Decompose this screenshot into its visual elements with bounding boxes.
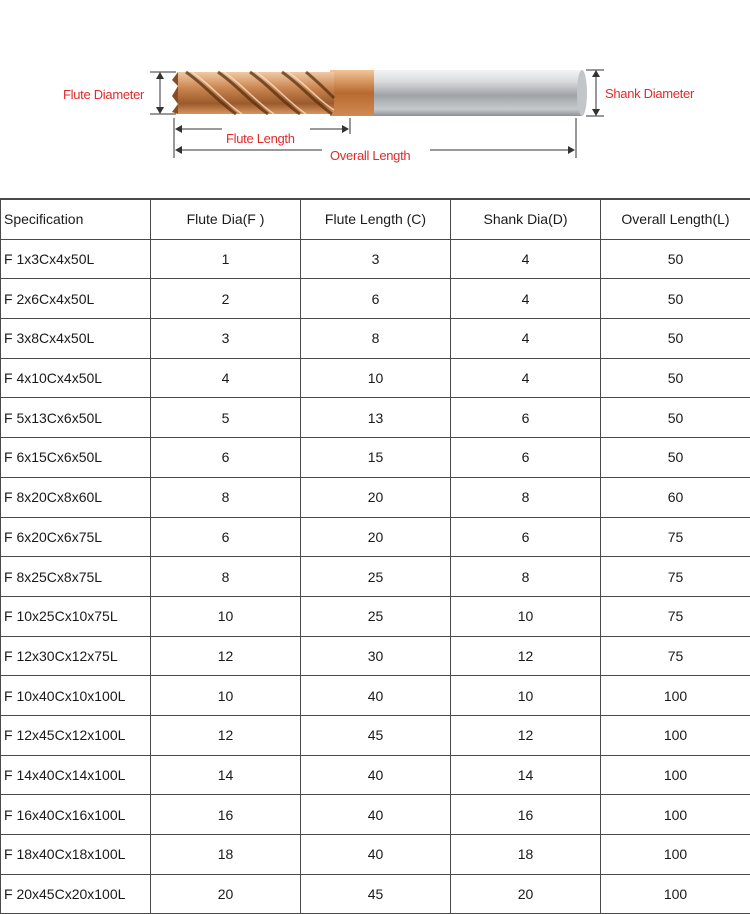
cell-shank-dia: 4 (451, 358, 601, 398)
header-shank-dia: Shank Dia(D) (451, 199, 601, 239)
cell-specification: F 10x40Cx10x100L (1, 676, 151, 716)
cell-specification: F 8x25Cx8x75L (1, 557, 151, 597)
cell-overall-length: 60 (601, 477, 750, 517)
cell-flute-length: 3 (301, 239, 451, 279)
cell-flute-length: 20 (301, 517, 451, 557)
cell-flute-length: 30 (301, 636, 451, 676)
header-specification: Specification (1, 199, 151, 239)
overall-length-label: Overall Length (330, 148, 410, 163)
cell-flute-dia: 6 (151, 438, 301, 478)
cell-overall-length: 100 (601, 795, 750, 835)
cell-shank-dia: 4 (451, 319, 601, 359)
cell-shank-dia: 20 (451, 874, 601, 914)
cell-flute-dia: 8 (151, 557, 301, 597)
table-row (1, 676, 750, 716)
cell-shank-dia: 12 (451, 715, 601, 755)
cell-specification: F 3x8Cx4x50L (1, 319, 151, 359)
coated-neck (330, 70, 374, 116)
cell-overall-length: 75 (601, 557, 750, 597)
flute-length-label: Flute Length (226, 131, 295, 146)
table-row (1, 715, 750, 755)
cell-overall-length: 100 (601, 755, 750, 795)
cell-flute-length: 6 (301, 279, 451, 319)
cell-shank-dia: 12 (451, 636, 601, 676)
cell-flute-length: 10 (301, 358, 451, 398)
shank-body (372, 70, 582, 116)
cell-shank-dia: 6 (451, 517, 601, 557)
table-body (1, 239, 750, 914)
cell-specification: F 4x10Cx4x50L (1, 358, 151, 398)
cell-flute-dia: 16 (151, 795, 301, 835)
cell-specification: F 6x15Cx6x50L (1, 438, 151, 478)
cell-overall-length: 50 (601, 438, 750, 478)
shank-diameter-label: Shank Diameter (605, 86, 695, 101)
cell-flute-dia: 20 (151, 874, 301, 914)
table-row (1, 358, 750, 398)
table-row (1, 319, 750, 359)
table-row (1, 795, 750, 835)
cell-specification: F 20x45Cx20x100L (1, 874, 151, 914)
cell-shank-dia: 6 (451, 438, 601, 478)
cell-flute-length: 40 (301, 755, 451, 795)
cell-flute-length: 8 (301, 319, 451, 359)
cell-flute-dia: 12 (151, 715, 301, 755)
cell-flute-dia: 8 (151, 477, 301, 517)
end-mill-illustration (0, 0, 750, 198)
cell-overall-length: 50 (601, 358, 750, 398)
table-row (1, 835, 750, 875)
cell-flute-length: 45 (301, 715, 451, 755)
cell-shank-dia: 10 (451, 676, 601, 716)
cell-shank-dia: 4 (451, 239, 601, 279)
shank-diameter-dimension (586, 70, 604, 116)
cell-flute-dia: 4 (151, 358, 301, 398)
cell-specification: F 16x40Cx16x100L (1, 795, 151, 835)
cell-specification: F 6x20Cx6x75L (1, 517, 151, 557)
cell-flute-length: 45 (301, 874, 451, 914)
cell-overall-length: 50 (601, 398, 750, 438)
header-overall-length: Overall Length(L) (601, 199, 750, 239)
cell-specification: F 2x6Cx4x50L (1, 279, 151, 319)
shank-end (577, 70, 587, 116)
flute-diameter-dimension (150, 72, 176, 114)
table-header-row (1, 199, 750, 239)
table-row (1, 239, 750, 279)
cell-flute-length: 40 (301, 676, 451, 716)
cell-specification: F 12x30Cx12x75L (1, 636, 151, 676)
cell-flute-length: 40 (301, 835, 451, 875)
cell-specification: F 1x3Cx4x50L (1, 239, 151, 279)
table-row (1, 438, 750, 478)
cell-flute-length: 20 (301, 477, 451, 517)
cell-flute-dia: 10 (151, 676, 301, 716)
cell-specification: F 5x13Cx6x50L (1, 398, 151, 438)
cell-specification: F 12x45Cx12x100L (1, 715, 151, 755)
cell-overall-length: 100 (601, 676, 750, 716)
cutting-tip (172, 72, 178, 114)
cell-flute-length: 40 (301, 795, 451, 835)
specification-table (0, 198, 750, 914)
cell-overall-length: 50 (601, 239, 750, 279)
table-row (1, 557, 750, 597)
table-row (1, 517, 750, 557)
cell-shank-dia: 18 (451, 835, 601, 875)
cell-flute-dia: 10 (151, 596, 301, 636)
table-row (1, 477, 750, 517)
cell-overall-length: 100 (601, 715, 750, 755)
cell-overall-length: 100 (601, 874, 750, 914)
cell-shank-dia: 4 (451, 279, 601, 319)
cell-specification: F 8x20Cx8x60L (1, 477, 151, 517)
header-flute-length: Flute Length (C) (301, 199, 451, 239)
flute-diameter-label: Flute Diameter (63, 87, 145, 102)
table-row (1, 874, 750, 914)
cell-specification: F 10x25Cx10x75L (1, 596, 151, 636)
cell-overall-length: 100 (601, 835, 750, 875)
table-row (1, 398, 750, 438)
table-row (1, 636, 750, 676)
cell-flute-length: 25 (301, 557, 451, 597)
cell-specification: F 18x40Cx18x100L (1, 835, 151, 875)
cell-shank-dia: 6 (451, 398, 601, 438)
cell-flute-length: 15 (301, 438, 451, 478)
table-row (1, 279, 750, 319)
cell-flute-dia: 18 (151, 835, 301, 875)
cell-shank-dia: 8 (451, 477, 601, 517)
cell-overall-length: 50 (601, 279, 750, 319)
cell-overall-length: 50 (601, 319, 750, 359)
end-mill-diagram (0, 0, 750, 198)
cell-flute-length: 13 (301, 398, 451, 438)
cell-specification: F 14x40Cx14x100L (1, 755, 151, 795)
cell-overall-length: 75 (601, 517, 750, 557)
cell-flute-length: 25 (301, 596, 451, 636)
cell-flute-dia: 2 (151, 279, 301, 319)
cell-overall-length: 75 (601, 636, 750, 676)
table-row (1, 755, 750, 795)
cell-flute-dia: 5 (151, 398, 301, 438)
cell-flute-dia: 1 (151, 239, 301, 279)
cell-flute-dia: 3 (151, 319, 301, 359)
header-flute-dia: Flute Dia(F ) (151, 199, 301, 239)
cell-shank-dia: 10 (451, 596, 601, 636)
cell-shank-dia: 8 (451, 557, 601, 597)
cell-flute-dia: 6 (151, 517, 301, 557)
cell-flute-dia: 14 (151, 755, 301, 795)
cell-overall-length: 75 (601, 596, 750, 636)
table-row (1, 596, 750, 636)
cell-shank-dia: 16 (451, 795, 601, 835)
cell-shank-dia: 14 (451, 755, 601, 795)
cell-flute-dia: 12 (151, 636, 301, 676)
